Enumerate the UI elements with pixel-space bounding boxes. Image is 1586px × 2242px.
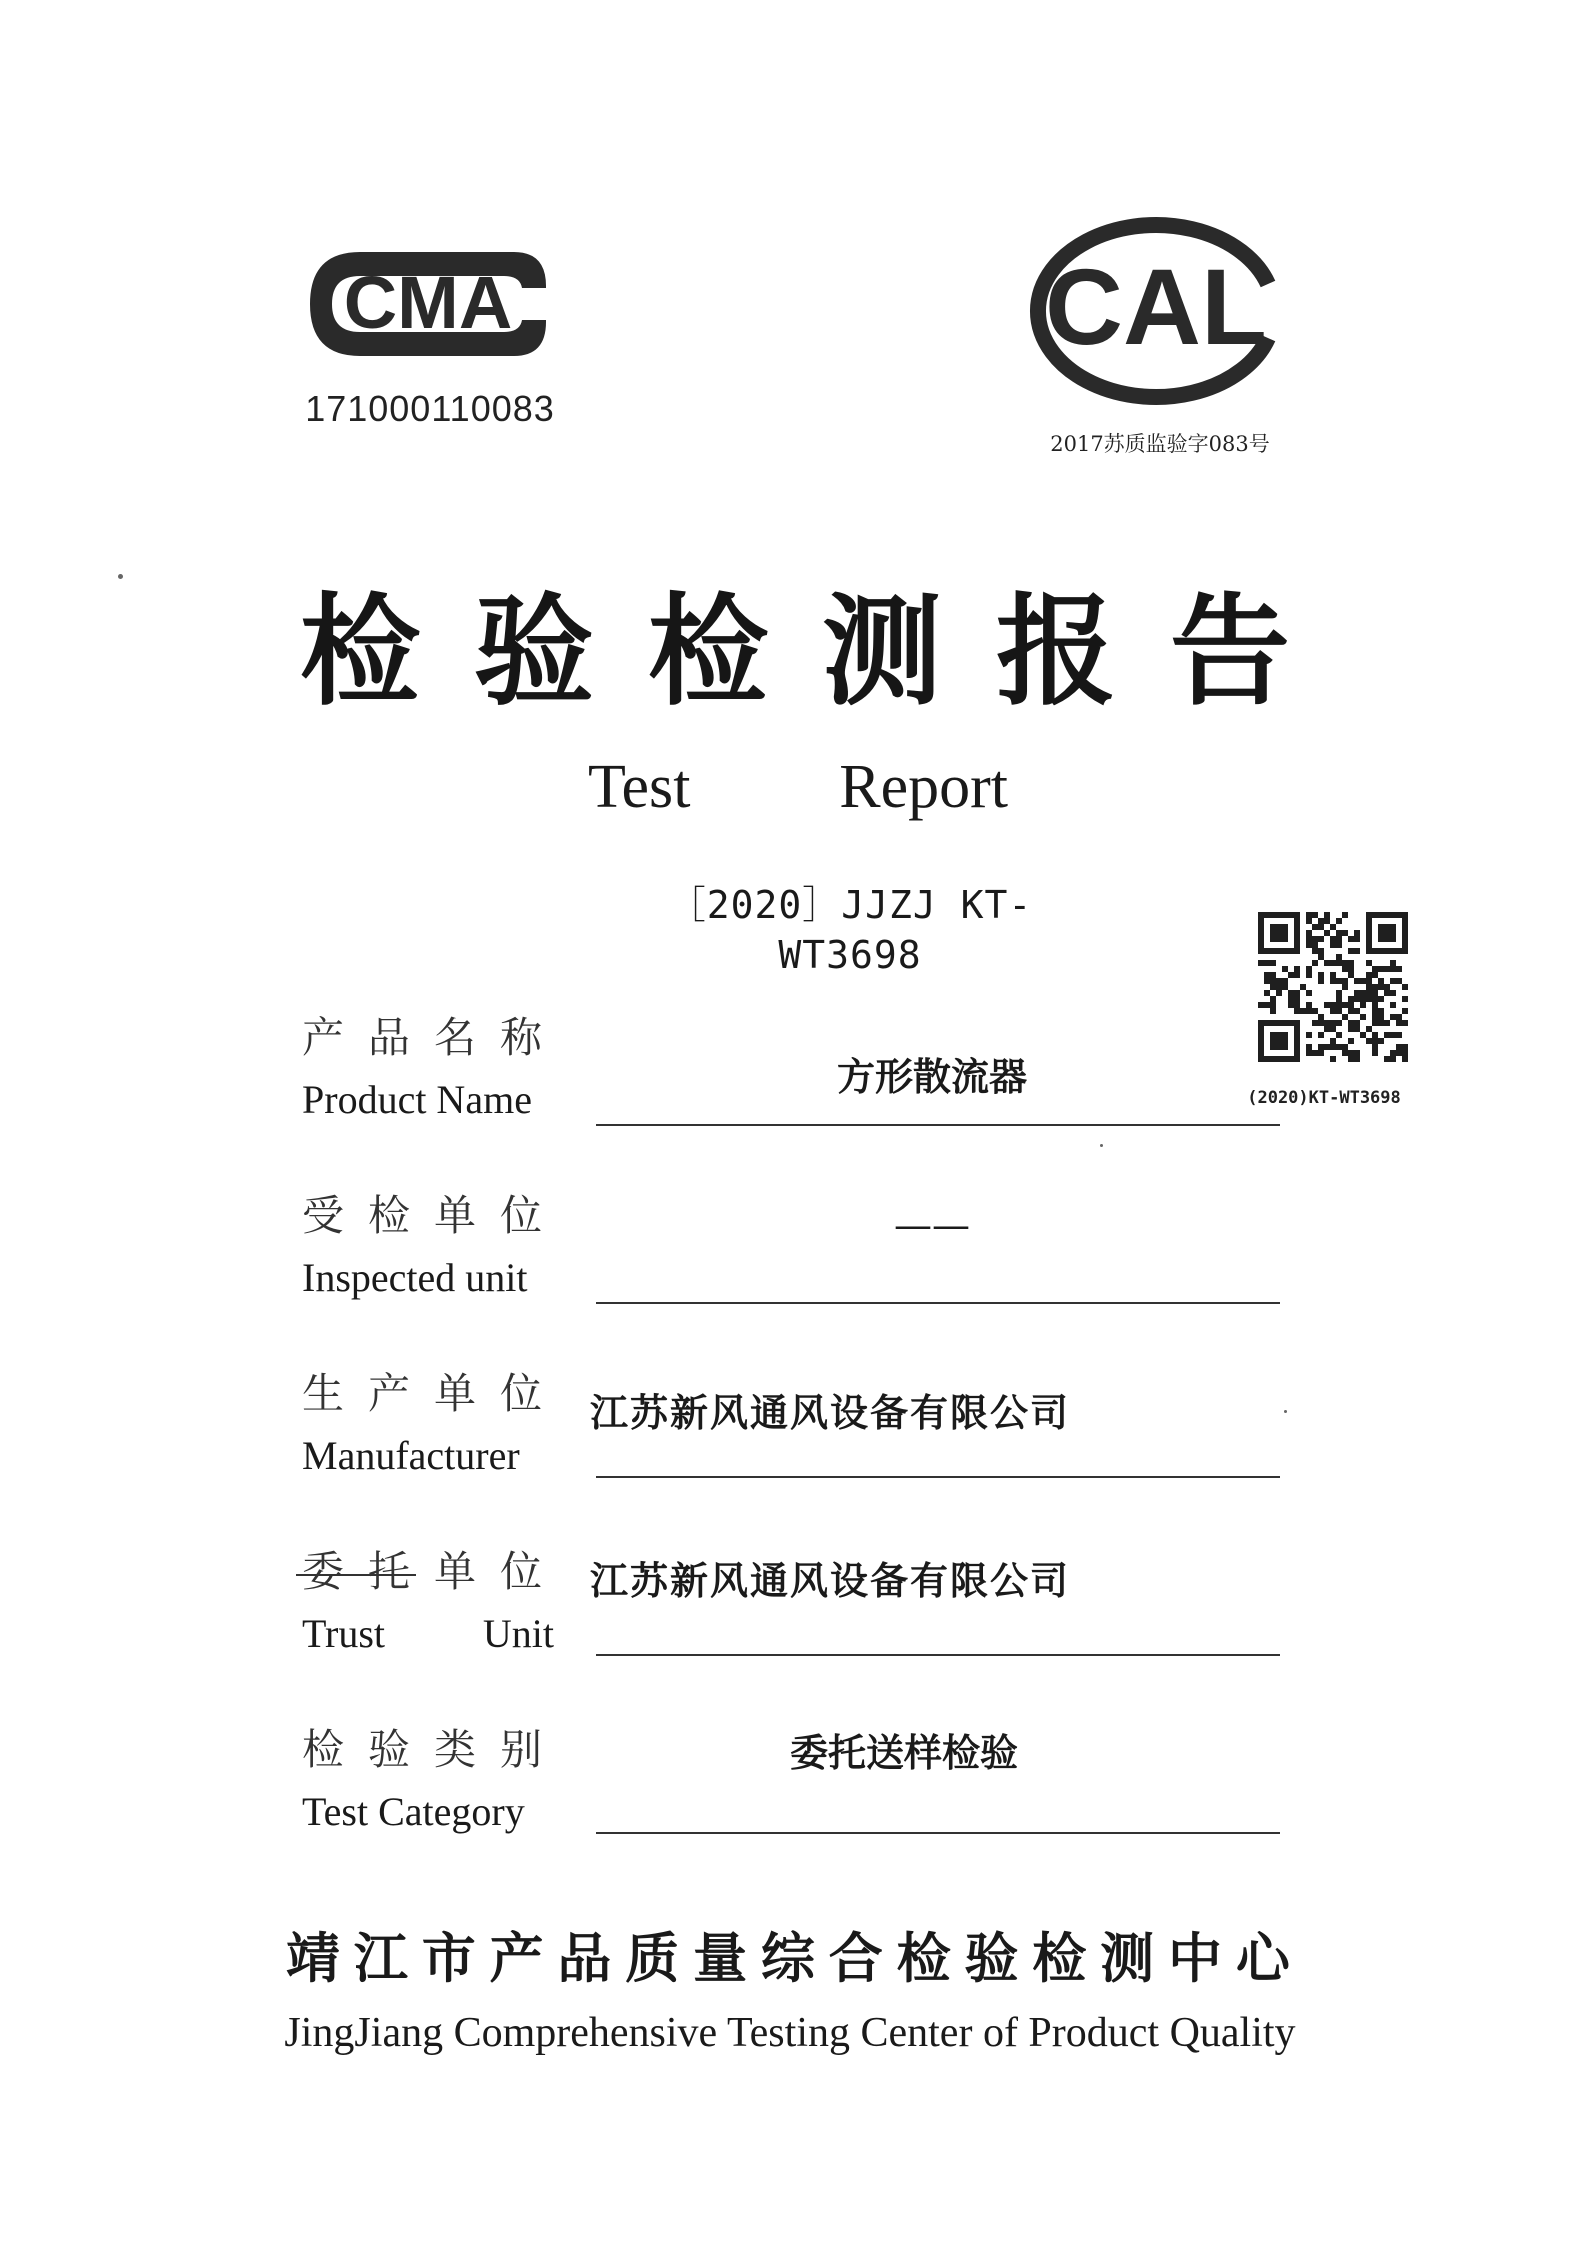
cma-logo [300, 238, 554, 370]
trust-unit-value: 江苏新风通风设备有限公司 [590, 1558, 1071, 1603]
field-manufacturer [302, 1366, 1282, 1506]
footer-char: 检 [896, 1927, 951, 1990]
issuer-name-english: JingJiang Comprehensive Testing Center of Product Quality [284, 2010, 1296, 2056]
footer-char: 江 [353, 1927, 408, 1990]
label-char: 品 [367, 1013, 410, 1062]
underline [596, 1124, 1280, 1126]
test-category-value: 委托送样检验 [789, 1730, 1018, 1775]
footer-char: 质 [625, 1927, 680, 1990]
title-char: 告 [1170, 583, 1290, 722]
cma-logo-text: CMA [343, 261, 513, 344]
label-char: 称 [499, 1013, 542, 1062]
title-char: 报 [996, 583, 1116, 722]
field-label-cn [302, 1722, 542, 1778]
label-char: 生 [302, 1369, 345, 1418]
field-label-cn [302, 1366, 542, 1422]
cma-certificate-number: 171000110083 [305, 388, 555, 429]
qr-caption: (2020)KT-WT3698 [1247, 1088, 1401, 1108]
label-char: 产 [367, 1369, 410, 1418]
footer-char: 合 [828, 1927, 883, 1990]
label-char: 单 [433, 1547, 476, 1596]
title-word: Report [839, 753, 1008, 821]
field-label-en: Inspected unit [302, 1255, 528, 1300]
title-char: 检 [648, 583, 768, 722]
footer-char: 中 [1167, 1927, 1222, 1990]
manufacturer-value: 江苏新风通风设备有限公司 [590, 1390, 1071, 1435]
field-label-cn [302, 1010, 542, 1066]
label-char: 验 [367, 1725, 410, 1774]
report-number: ［2020］JJZJ KT-WT3698 [667, 883, 1033, 977]
underline [596, 1654, 1280, 1656]
label-char: 类 [433, 1725, 476, 1774]
footer-char: 产 [489, 1927, 544, 1990]
label-char: 单 [433, 1191, 476, 1240]
field-trust-unit [302, 1544, 1282, 1684]
footer-char: 检 [1032, 1927, 1087, 1990]
footer-char: 靖 [286, 1927, 340, 1990]
footer-char: 测 [1100, 1927, 1155, 1990]
underline [596, 1476, 1280, 1478]
field-label-en: Manufacturer [302, 1433, 520, 1478]
report-title-english [588, 752, 1008, 822]
label-char: 受 [302, 1191, 345, 1240]
field-test-category [302, 1722, 1282, 1862]
scan-speck [1100, 1144, 1103, 1147]
label-char: 位 [499, 1191, 542, 1240]
label-char: 别 [499, 1725, 542, 1774]
title-char: 检 [300, 583, 420, 722]
footer-char: 量 [693, 1927, 748, 1990]
field-label-cn [302, 1544, 542, 1600]
field-label-en: Test Category [302, 1789, 525, 1834]
field-label-cn [302, 1188, 542, 1244]
label-char: 检 [367, 1191, 410, 1240]
footer-char: 市 [421, 1927, 476, 1990]
issuer-name-chinese [286, 1926, 1290, 1992]
strike-mark [296, 1574, 416, 1576]
scan-speck [1284, 1410, 1287, 1413]
inspected-unit-value: —— [894, 1203, 970, 1247]
product-name-value: 方形散流器 [836, 1054, 1027, 1099]
cal-logo [1022, 214, 1292, 408]
label-word: Trust [302, 1611, 386, 1656]
label-char: 位 [499, 1369, 542, 1418]
report-title-chinese [300, 583, 1290, 722]
label-char: 检 [302, 1725, 345, 1774]
field-inspected-unit [302, 1188, 1282, 1328]
label-char: 托 [367, 1547, 410, 1596]
underline [596, 1302, 1280, 1304]
label-word: Unit [482, 1611, 554, 1656]
label-char: 位 [499, 1547, 542, 1596]
field-label-en: Product Name [302, 1077, 532, 1122]
footer-char: 验 [964, 1927, 1019, 1990]
title-char: 验 [474, 583, 594, 722]
footer-char: 心 [1235, 1927, 1290, 1990]
title-char: 测 [822, 583, 942, 722]
label-char: 单 [433, 1369, 476, 1418]
field-label-en [302, 1610, 554, 1658]
label-char: 产 [302, 1013, 345, 1062]
footer-char: 品 [557, 1927, 612, 1990]
label-char: 委 [302, 1547, 345, 1596]
field-product-name [302, 1010, 1282, 1150]
cal-certificate-number: 2017苏质监验字083号 [1050, 432, 1270, 456]
title-word: Test [588, 753, 691, 821]
scan-speck [118, 574, 123, 579]
label-char: 名 [433, 1013, 476, 1062]
underline [596, 1832, 1280, 1834]
cal-logo-text: CAL [1045, 246, 1267, 367]
footer-char: 综 [760, 1927, 815, 1990]
